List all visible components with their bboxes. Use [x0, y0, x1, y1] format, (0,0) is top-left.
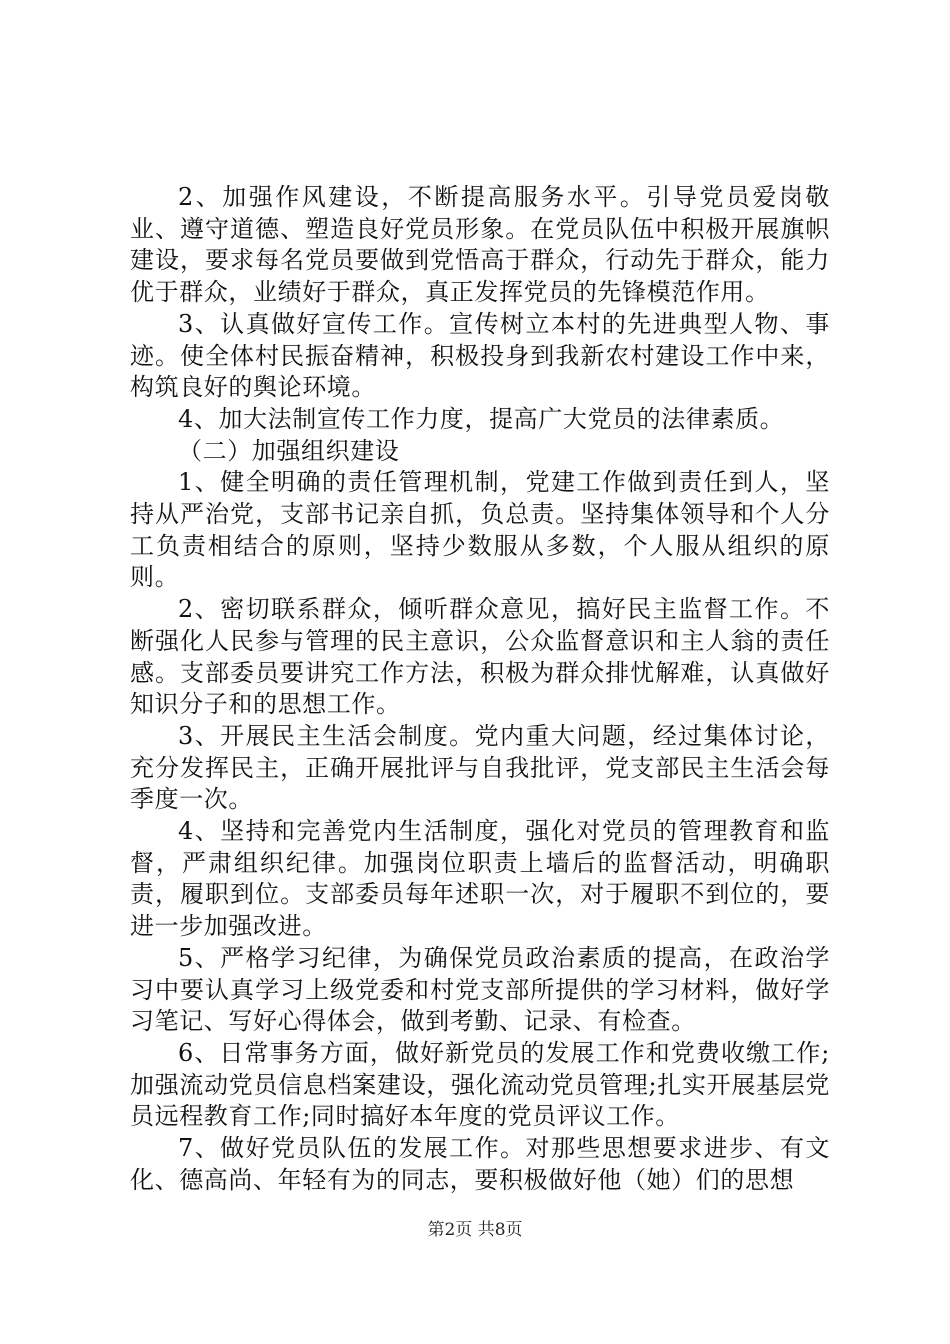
paragraph: 4、坚持和完善党内生活制度，强化对党员的管理教育和监督，严肃组织纪律。加强岗位职责上墙后的监督活动，明确职责，履职到位。支部委员每年述职一次，对于履职不到位的，要进一步加强改进。 — [130, 817, 830, 941]
paragraph: 4、加大法制宣传工作力度，提高广大党员的法律素质。 — [178, 404, 785, 433]
document-body — [130, 182, 830, 1197]
paragraph: 3、开展民主生活会制度。党内重大问题，经过集体讨论，充分发挥民主，正确开展批评与自我批评，党支部民主生活会每季度一次。 — [130, 721, 830, 814]
section-heading: （二）加强组织建设 — [178, 436, 400, 465]
paragraph: 3、认真做好宣传工作。宣传树立本村的先进典型人物、事迹。使全体村民振奋精神，积极投身到我新农村建设工作中来，构筑良好的舆论环境。 — [130, 309, 830, 402]
paragraph: 2、加强作风建设，不断提高服务水平。引导党员爱岗敬业、遵守道德、塑造良好党员形象。在党员队伍中积极开展旗帜建设，要求每名党员要做到党悟高于群众，行动先于群众，能力优于群众，业绩好于群众，真正发挥党员的先锋模范作用。 — [130, 183, 830, 307]
paragraph: 5、严格学习纪律，为确保党员政治素质的提高，在政治学习中要认真学习上级党委和村党支部所提供的学习材料，做好学习笔记、写好心得体会，做到考勤、记录、有检查。 — [130, 943, 830, 1036]
paragraph: 2、密切联系群众，倾听群众意见，搞好民主监督工作。不断强化人民参与管理的民主意识，公众监督意识和主人翁的责任感。支部委员要讲究工作方法，积极为群众排忧解难，认真做好知识分子和的思想工作。 — [130, 595, 830, 719]
paragraph: 7、做好党员队伍的发展工作。对那些思想要求进步、有文化、德高尚、年轻有为的同志，要积极做好他（她）们的思想 — [130, 1134, 830, 1194]
paragraph: 1、健全明确的责任管理机制，党建工作做到责任到人，坚持从严治党，支部书记亲自抓，负总责。坚持集体领导和个人分工负责相结合的原则，坚持少数服从多数，个人服从组织的原则。 — [130, 468, 830, 592]
page-number-footer: 第2页 共8页 — [427, 1220, 523, 1240]
paragraph: 6、日常事务方面，做好新党员的发展工作和党费收缴工作;加强流动党员信息档案建设，强化流动党员管理;扎实开展基层党员远程教育工作;同时搞好本年度的党员评议工作。 — [130, 1038, 830, 1131]
